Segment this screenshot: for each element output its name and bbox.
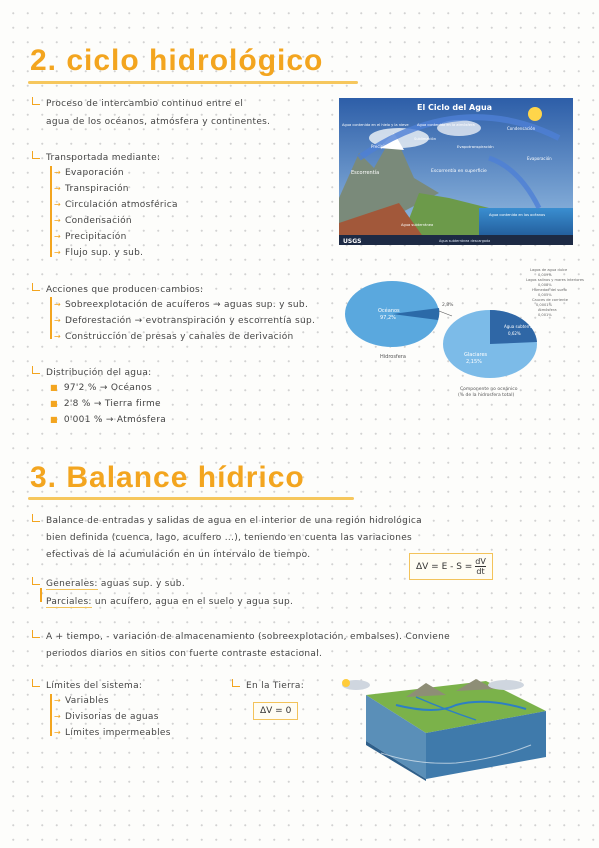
pie-note: Cauces de corriente (532, 298, 568, 302)
generales-bracket (40, 588, 42, 602)
cycle-label-ground: Agua subterránea (401, 223, 434, 227)
time-line-1: A + tiempo, - variación de almacenamiento (sobreexplotación, embalses). Conviene (46, 632, 450, 642)
cycle-label-discharge: Agua subterránea descargada (439, 239, 491, 243)
parciales-text: un acuífero, agua en el suelo y agua sup. (91, 597, 294, 607)
list-item: → Construcción de presas y canales de derivación (54, 332, 294, 342)
section-3-underline (28, 497, 354, 500)
formula-main: ΔV = E - S = (416, 562, 473, 572)
pie-note: Humedad del suelo (532, 288, 567, 292)
generales-label: Generales: (46, 579, 98, 589)
definition-line-3: efectivas de la acumulación en un intervalo de tiempo. (46, 550, 311, 560)
cycle-label-atm: Agua contenida en la atmósfera (417, 123, 475, 127)
transport-bracket (50, 166, 52, 257)
limits-bracket (50, 694, 52, 736)
pie-note: 0,008% (538, 283, 552, 287)
cycle-label-ice: Agua contenida en el hielo y la nieve (342, 123, 409, 127)
hook-icon (32, 514, 40, 522)
list-item: → Condensación (54, 216, 132, 226)
changes-bracket (50, 297, 52, 339)
transport-list (54, 168, 178, 264)
pie-note: 0,009% (538, 273, 552, 277)
cycle-label-prec: Precipitación (371, 144, 397, 149)
pie-ground-value: 0,62% (508, 331, 521, 336)
formula-denominator: dt (476, 567, 485, 576)
hook-icon (32, 630, 40, 638)
pie-top-label: 2,8% (442, 303, 454, 308)
changes-list (54, 300, 315, 348)
cycle-label-cond: Condensación (507, 126, 536, 131)
usgs-logo: USGS (343, 238, 362, 245)
transport-title: Transportada mediante: (46, 153, 161, 163)
parciales-line (46, 597, 293, 607)
section-3-title: 3. Balance hídrico (30, 461, 305, 494)
pie-note: 0,001% (538, 313, 552, 317)
water-distribution-pie-image (342, 262, 584, 398)
distribution-title: Distribución del agua: (46, 368, 152, 378)
time-line-2: periodos diarios en sitios con fuerte contraste estacional. (46, 649, 323, 659)
cycle-label-evapotrans: Evapotranspiración (457, 144, 494, 149)
cycle-title: El Ciclo del Agua (417, 103, 493, 112)
hook-icon (32, 366, 40, 374)
cycle-label-ocean: Agua contenida en los océanos (489, 213, 546, 217)
generales-text: aguas sup. y sub. (97, 579, 185, 589)
cycle-label-runoff2: Escorrentía en superficie (431, 169, 487, 174)
list-item: → Sobreexplotación de acuíferos → aguas sup. y sub. (54, 300, 309, 310)
definition-line-1: Balance de entradas y salidas de agua en el interior de una región hidrológica (46, 516, 422, 526)
distribution-list (50, 383, 166, 431)
pie-note: Lagos salinos y mares interiores (526, 278, 584, 282)
intro-line-1: Proceso de intercambio continuo entre el (46, 99, 244, 109)
generales-line (46, 579, 185, 589)
hook-icon (32, 679, 40, 687)
limits-title: Límites del sistema: (46, 681, 143, 691)
list-item: → Precipitación (54, 232, 127, 242)
cycle-label-runoff1: Escorrentía (351, 170, 380, 176)
formula-numerator: dV (475, 557, 486, 566)
list-item: → Evaporación (54, 168, 124, 178)
pie-left-label: Océanos (378, 308, 400, 314)
pie-note: 0,0001% (536, 303, 552, 307)
cycle-label-sub: Sublimación (414, 137, 436, 141)
list-item: → Divisorias de aguas (54, 712, 159, 722)
intro-line-2: agua de los océanos, atmósfera y continentes. (46, 117, 271, 127)
balance-formula (409, 553, 493, 580)
definition-line-2: bien definida (cuenca, lago, acuífero ...), teniendo en cuenta las variaciones (46, 533, 413, 543)
parciales-label: Parciales: (46, 597, 92, 607)
pie-note: Atmósfera (538, 308, 557, 312)
list-item: → Límites impermeables (54, 728, 171, 738)
limits-list (54, 696, 171, 744)
hook-icon (32, 283, 40, 291)
water-cycle-image (339, 98, 573, 245)
pie-glaciers: Glaciares (464, 352, 488, 358)
list-item: ■ 0'001 % → Atmósfera (50, 415, 167, 425)
pie-left-value: 97,2% (380, 315, 396, 321)
list-item: → Flujo sup. y sub. (54, 248, 144, 258)
watershed-diagram-image (336, 675, 558, 785)
list-item: → Variables (54, 696, 109, 706)
pie-caption-2: (% de la hidrosfera total) (458, 393, 515, 398)
list-item: ■ 97'2 % → Océanos (50, 383, 152, 393)
hook-icon (32, 151, 40, 159)
list-item: → Transpiración (54, 184, 129, 194)
changes-title: Acciones que producen cambios: (46, 285, 204, 295)
pie-caption-1: Componente no oceánico (460, 387, 518, 392)
pie-ground: Agua subterránea (504, 324, 540, 329)
pie-note: 0,005% (538, 293, 552, 297)
pie-left-caption: Hidrosfera (380, 354, 406, 360)
list-item: → Deforestación → evotranspiración y escorrentía sup. (54, 316, 316, 326)
section-2-title: 2. ciclo hidrológico (30, 44, 324, 77)
list-item: ■ 2'8 % → Tierra firme (50, 399, 161, 409)
list-item: → Circulación atmosférica (54, 200, 178, 210)
hook-icon (32, 97, 40, 105)
section-2-underline (28, 81, 358, 84)
pie-glaciers-value: 2,15% (466, 359, 482, 365)
formula-fraction (475, 557, 486, 576)
hook-icon (32, 577, 40, 585)
earth-arrow-icon (232, 679, 240, 687)
cycle-label-evap: Evaporación (527, 156, 552, 161)
earth-title: En la Tierra: (246, 681, 305, 691)
earth-formula: ΔV = 0 (253, 702, 298, 720)
pie-note: Lagos de agua dulce (530, 268, 568, 272)
